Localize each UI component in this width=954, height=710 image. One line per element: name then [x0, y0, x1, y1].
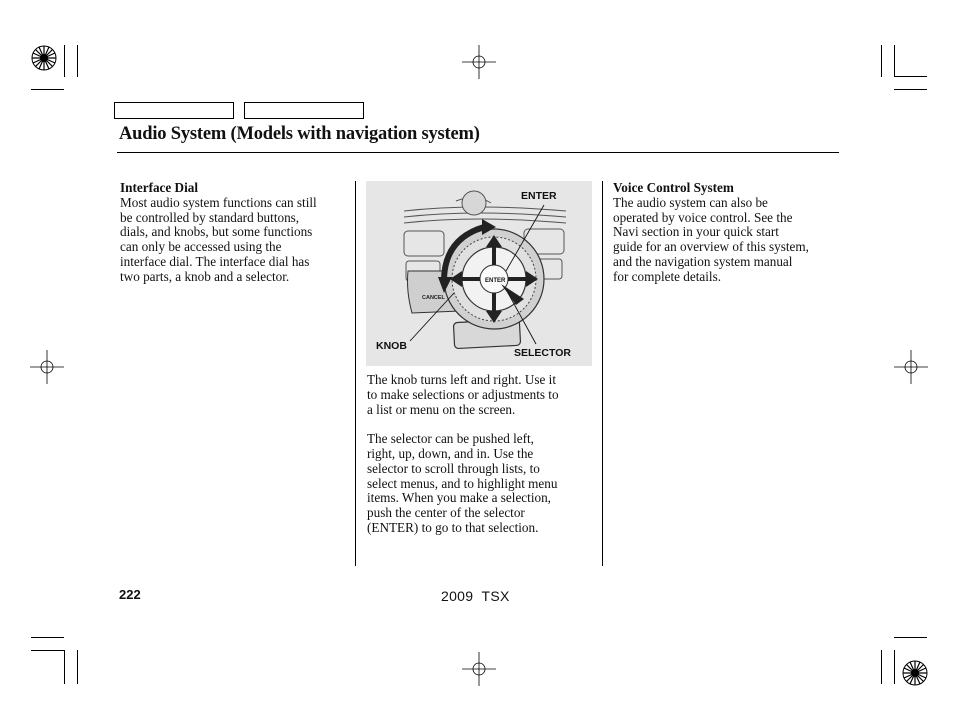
section-heading: Voice Control System: [613, 180, 734, 195]
right-column: [613, 181, 843, 285]
text-line: dials, and knobs, but some functions: [120, 224, 313, 240]
interface-dial-illustration: [366, 181, 592, 366]
text-line: selector to scroll through lists, to: [367, 460, 540, 476]
selector-label: SELECTOR: [514, 347, 571, 359]
text-line: The knob turns left and right. Use it: [367, 372, 556, 387]
text-line: operated by voice control. See the: [613, 209, 793, 225]
column-divider: [602, 181, 603, 566]
crosshair-mark-icon: [894, 350, 928, 384]
enter-label: ENTER: [521, 190, 557, 202]
text-line: (ENTER) to go to that selection.: [367, 519, 539, 535]
interface-dial-figure: [366, 181, 592, 366]
text-line: two parts, a knob and a selector.: [120, 268, 290, 284]
cancel-button-label: CANCEL: [422, 295, 445, 301]
text-line: guide for an overview of this system,: [613, 239, 809, 255]
title-rule: [117, 152, 839, 153]
page-number: 222: [119, 587, 141, 602]
text-line: right, up, down, and in. Use the: [367, 445, 534, 461]
text-line: push the center of the selector: [367, 505, 525, 521]
model-name: 2009 TSX: [441, 588, 510, 604]
text-line: Navi section in your quick start: [613, 224, 779, 240]
text-line: interface dial. The interface dial has: [120, 253, 310, 269]
text-line: can only be accessed using the: [120, 239, 282, 255]
crosshair-mark-icon: [30, 350, 64, 384]
middle-column: [367, 373, 599, 536]
knob-label: KNOB: [376, 340, 407, 352]
text-line: be controlled by standard buttons,: [120, 209, 300, 225]
text-line: items. When you make a selection,: [367, 490, 551, 506]
text-line: to make selections or adjustments to: [367, 386, 559, 402]
crosshair-mark-icon: [462, 652, 496, 686]
center-enter-label: ENTER: [485, 278, 506, 284]
registration-target-icon: [901, 659, 929, 687]
text-line: The selector can be pushed left,: [367, 431, 534, 447]
section-heading: Interface Dial: [120, 180, 198, 195]
text-line: and the navigation system manual: [613, 253, 793, 269]
text-line: The audio system can also be: [613, 194, 768, 210]
header-tab-box: [244, 102, 364, 119]
page-title: Audio System (Models with navigation system): [119, 124, 480, 144]
text-line: a list or menu on the screen.: [367, 401, 516, 417]
text-line: select menus, and to highlight menu: [367, 475, 558, 491]
left-column: [120, 181, 352, 285]
registration-target-icon: [30, 44, 58, 72]
text-line: Most audio system functions can still: [120, 194, 317, 210]
text-line: for complete details.: [613, 268, 722, 284]
header-tab-box: [114, 102, 234, 119]
column-divider: [355, 181, 356, 566]
crosshair-mark-icon: [462, 45, 496, 79]
